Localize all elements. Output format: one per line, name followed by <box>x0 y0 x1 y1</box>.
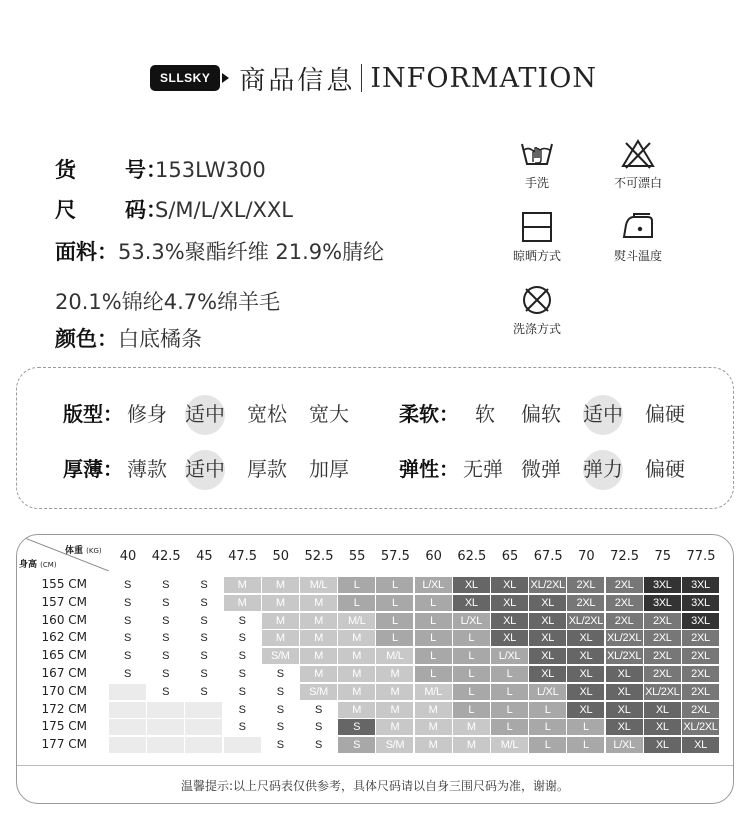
size-cell: XL/2XL <box>530 579 565 591</box>
size-cell: L <box>376 577 413 593</box>
size-cell: 2XL <box>644 630 681 646</box>
size-cell: XL <box>567 630 604 646</box>
size-cell: L/XL <box>453 613 490 629</box>
color-label: 颜色： <box>55 327 118 351</box>
size-cell: 3XL <box>682 595 719 611</box>
height-row-header: 172 CM <box>41 701 87 716</box>
size-cell <box>109 702 146 718</box>
cut-option-1: 修身 <box>127 402 167 426</box>
size-cell: L <box>415 595 452 611</box>
size-cell: S <box>109 595 146 611</box>
fit-row-thickness <box>63 453 349 482</box>
weight-col-header: 45 <box>196 549 213 564</box>
size-cell: S <box>300 737 337 753</box>
fit-row-cut <box>63 398 349 427</box>
fabric-label: 面料： <box>55 240 118 264</box>
size-cell: 2XL <box>606 595 643 611</box>
size-cell: XL <box>491 595 528 611</box>
size-cell: M/L <box>338 613 375 629</box>
size-cell: L <box>453 648 490 664</box>
size-cell: L <box>529 702 566 718</box>
size-cell: XL <box>644 719 681 735</box>
fabric-row <box>55 236 384 266</box>
size-cell: 2XL <box>682 666 719 682</box>
size-cell: XL <box>529 613 566 629</box>
softness-option-4: 偏硬 <box>645 402 685 426</box>
size-cell: XL <box>567 666 604 682</box>
care-dry-method <box>502 211 572 264</box>
size-cell: L <box>415 648 452 664</box>
size-cell: L <box>338 595 375 611</box>
weight-col-header: 60 <box>425 549 442 564</box>
size-cell: 3XL <box>644 577 681 593</box>
size-cell: S <box>147 684 184 700</box>
weight-col-header: 50 <box>272 549 290 564</box>
size-cell: XL <box>644 702 681 718</box>
size-cell: L <box>453 666 490 682</box>
size-cell: L <box>415 630 452 646</box>
size-value: S/M/L/XL/XXL <box>155 198 294 222</box>
size-cell: L <box>415 666 452 682</box>
size-cell: L <box>338 577 375 593</box>
size-cell: M <box>300 630 337 646</box>
size-cell: 2XL <box>567 577 604 593</box>
size-cell: S <box>185 595 222 611</box>
elasticity-option-2: 微弹 <box>521 457 561 481</box>
size-cell: M/L <box>376 648 413 664</box>
care-label-dry-method: 晾晒方式 <box>512 249 561 263</box>
size-cell: L/XL <box>529 684 566 700</box>
height-row-header: 162 CM <box>41 630 87 645</box>
size-cell: S <box>109 666 146 682</box>
height-row-header: 177 CM <box>41 737 87 752</box>
item-no-value: 153LW300 <box>155 158 266 182</box>
size-cell: 2XL <box>606 577 643 593</box>
item-number-row <box>55 154 266 184</box>
care-no-bleach <box>603 138 673 191</box>
elasticity-option-4: 偏硬 <box>645 457 685 481</box>
softness-option-1: 软 <box>475 402 495 426</box>
size-cell: 2XL <box>682 702 719 718</box>
size-cell <box>185 719 222 735</box>
size-cell: XL <box>606 719 643 735</box>
hand-wash-icon <box>519 138 555 170</box>
height-row-header: 157 CM <box>41 594 87 609</box>
size-cell: S <box>147 595 184 611</box>
size-cell: S <box>147 666 184 682</box>
size-cell: S <box>262 666 299 682</box>
thickness-option-1: 薄款 <box>127 457 167 481</box>
size-cell <box>185 737 222 753</box>
size-cell: M/L <box>491 737 528 753</box>
color-value: 白底橘条 <box>118 327 202 351</box>
size-cell: L/XL <box>491 648 528 664</box>
weight-col-header: 67.5 <box>533 549 563 564</box>
size-cell: L/XL <box>606 737 643 753</box>
size-cell: S <box>147 577 184 593</box>
size-cell: S <box>224 648 261 664</box>
size-cell: 3XL <box>682 577 719 593</box>
size-cell <box>147 719 184 735</box>
size-cell: XL <box>567 702 604 718</box>
size-cell: XL/2XL <box>606 632 642 645</box>
size-cell: S <box>300 702 337 718</box>
weight-header: 体重 (KG) <box>65 546 102 556</box>
size-cell: S/M <box>376 737 413 753</box>
size-cell: M <box>224 577 261 593</box>
size-cell: L <box>567 719 604 735</box>
size-cell: S <box>147 630 184 646</box>
size-cell: M <box>224 595 261 611</box>
fabric-value-line2: 20.1%锦纶4.7%绵羊毛 <box>55 290 281 314</box>
size-label-2: 码： <box>125 198 167 222</box>
size-cell: XL <box>567 648 604 664</box>
size-cell: S <box>224 684 261 700</box>
size-cell: M <box>338 648 375 664</box>
softness-label: 柔软： <box>399 402 459 426</box>
thickness-option-3: 厚款 <box>247 457 287 481</box>
size-cell: S <box>224 630 261 646</box>
size-cell: M <box>262 577 299 593</box>
no-dry-clean-icon <box>519 284 555 316</box>
size-cell: XL <box>529 630 566 646</box>
size-cell: M <box>338 666 375 682</box>
height-row-header: 160 CM <box>41 612 87 627</box>
size-cell: S <box>185 630 222 646</box>
size-cell: S <box>262 684 299 700</box>
size-cell: M <box>415 737 452 753</box>
fabric-value-line1: 53.3%聚酯纤维 21.9%腈纶 <box>118 240 385 264</box>
size-cell: XL <box>529 595 566 611</box>
size-cell: S/M <box>300 684 337 700</box>
weight-col-header: 77.5 <box>686 549 716 564</box>
size-cell: XL <box>567 684 604 700</box>
size-cell: 2XL <box>682 630 719 646</box>
size-cell: 2XL <box>567 595 604 611</box>
size-cell: S <box>147 613 184 629</box>
weight-col-header: 52.5 <box>304 549 334 564</box>
size-cell: M <box>453 737 490 753</box>
height-row-header: 167 CM <box>41 666 87 680</box>
size-cell: L <box>491 666 528 682</box>
size-cell: M <box>300 595 337 611</box>
elasticity-option-3: 弹力 <box>583 453 623 482</box>
size-cell: S <box>224 613 261 629</box>
size-cell: M <box>415 702 452 718</box>
size-cell: L/XL <box>415 577 452 593</box>
size-cell: XL <box>529 666 566 682</box>
size-cell: S <box>262 719 299 735</box>
fit-row-softness <box>399 398 685 427</box>
size-cell: L <box>567 737 604 753</box>
size-cell: M <box>262 595 299 611</box>
weight-col-header: 47.5 <box>228 549 258 564</box>
weight-col-header: 55 <box>348 549 366 564</box>
size-cell: 3XL <box>644 595 681 611</box>
chart-footer-divider <box>17 765 733 766</box>
iron-temp-icon <box>620 211 656 243</box>
size-cell <box>109 737 146 753</box>
size-cell: L <box>376 595 413 611</box>
size-cell: M <box>300 613 337 629</box>
size-cell: XL <box>491 577 528 593</box>
size-cell: XL <box>453 595 490 611</box>
size-cell: M <box>338 702 375 718</box>
size-cell: S <box>185 648 222 664</box>
size-cell: M <box>300 666 337 682</box>
brand-logo: SLLSKY <box>150 65 220 91</box>
height-row-header: 165 CM <box>41 648 87 663</box>
size-cell: L <box>491 702 528 718</box>
size-cell: S <box>147 648 184 664</box>
size-cell: S <box>224 666 261 682</box>
size-cell: 2XL <box>606 613 643 629</box>
size-cell: L <box>491 684 528 700</box>
size-cell: S <box>109 648 146 664</box>
weight-col-header: 42.5 <box>151 549 181 564</box>
size-cell: M <box>376 719 413 735</box>
height-header: 身高 (CM) <box>19 560 57 570</box>
size-cell: XL <box>453 577 490 593</box>
size-cell: M <box>376 702 413 718</box>
size-cell: XL <box>644 737 681 753</box>
size-cell: 2XL <box>644 666 681 682</box>
care-label-no-bleach: 不可漂白 <box>613 176 662 190</box>
care-label-wash-method: 洗涤方式 <box>512 322 561 336</box>
no-bleach-icon <box>620 138 656 170</box>
size-cell: M <box>415 719 452 735</box>
fit-row-elasticity <box>399 453 685 482</box>
size-cell: L <box>453 684 490 700</box>
thickness-option-4: 加厚 <box>309 457 349 481</box>
weight-col-header: 62.5 <box>457 549 487 564</box>
size-cell: L <box>453 630 490 646</box>
size-cell <box>109 719 146 735</box>
size-cell: XL <box>606 702 643 718</box>
header-title-cn: 商品信息 <box>239 65 356 96</box>
size-cell: 2XL <box>644 648 681 664</box>
size-cell: XL <box>491 630 528 646</box>
height-row-header: 175 CM <box>41 719 87 734</box>
height-row-header: 155 CM <box>41 577 87 591</box>
size-cell: XL <box>682 737 719 753</box>
size-cell: M/L <box>415 684 452 700</box>
color-row <box>55 323 202 353</box>
care-hand-wash <box>502 138 572 191</box>
size-cell: XL <box>529 648 566 664</box>
size-cell: M <box>262 630 299 646</box>
size-cell: M/L <box>300 577 337 593</box>
care-label-iron-temp: 熨斗温度 <box>613 249 662 263</box>
size-cell: S <box>185 666 222 682</box>
size-cell: S <box>185 577 222 593</box>
size-cell: 2XL <box>644 613 681 629</box>
weight-col-header: 65 <box>501 549 519 564</box>
size-cell: 2XL <box>682 684 719 700</box>
size-cell: L <box>529 737 566 753</box>
fabric-row-2 <box>55 286 280 316</box>
size-cell: S <box>224 719 261 735</box>
size-cell: L <box>453 702 490 718</box>
size-cell <box>147 702 184 718</box>
weight-col-header: 40 <box>119 549 137 564</box>
size-row <box>55 194 293 224</box>
size-cell: S <box>224 702 261 718</box>
thickness-option-2: 适中 <box>185 453 225 482</box>
header-title-en: INFORMATION <box>370 62 597 94</box>
size-cell: M <box>338 630 375 646</box>
size-chart <box>16 534 734 804</box>
size-cell <box>109 684 146 700</box>
elasticity-label: 弹性： <box>399 457 459 481</box>
care-wash-method <box>502 284 572 337</box>
size-cell: L <box>415 613 452 629</box>
size-cell: XL/2XL <box>645 685 680 698</box>
size-cell: XL <box>606 666 643 682</box>
size-cell: XL <box>606 684 643 700</box>
size-cell: S <box>262 737 299 753</box>
size-cell: S/M <box>262 648 299 664</box>
size-cell: S <box>185 613 222 629</box>
height-row-header: 170 CM <box>41 683 87 698</box>
size-cell <box>147 737 184 753</box>
care-label-hand-wash: 手洗 <box>524 176 549 190</box>
care-iron-temp <box>603 211 673 264</box>
size-cell: L <box>491 719 528 735</box>
fit-attributes-box <box>16 367 734 509</box>
size-cell: M <box>453 719 490 735</box>
softness-option-3: 适中 <box>583 398 623 427</box>
item-no-label-2: 号： <box>125 158 167 182</box>
size-cell: M <box>376 684 413 700</box>
size-cell: S <box>338 719 375 735</box>
size-cell: M <box>262 613 299 629</box>
size-cell: S <box>109 613 146 629</box>
size-cell <box>185 702 222 718</box>
header-divider <box>361 64 362 92</box>
size-cell: S <box>109 630 146 646</box>
size-cell: S <box>262 702 299 718</box>
cut-option-3: 宽松 <box>247 402 287 426</box>
dry-method-icon <box>519 211 555 243</box>
page-header <box>150 56 597 100</box>
size-cell: S <box>185 684 222 700</box>
size-cell: 3XL <box>682 613 719 629</box>
size-label-1: 尺 <box>55 198 76 222</box>
weight-col-header: 72.5 <box>610 549 640 564</box>
size-cell: M <box>338 684 375 700</box>
weight-col-header: 75 <box>654 549 672 564</box>
size-cell: XL <box>491 613 528 629</box>
size-cell: L <box>529 719 566 735</box>
size-cell: L <box>376 613 413 629</box>
size-cell: L <box>376 630 413 646</box>
elasticity-option-1: 无弹 <box>463 457 503 481</box>
size-cell: M <box>300 648 337 664</box>
weight-col-header: 57.5 <box>380 549 410 564</box>
size-cell: 2XL <box>682 648 719 664</box>
size-cell: M <box>376 666 413 682</box>
size-cell: XL/2XL <box>568 614 604 627</box>
size-cell: S <box>338 737 375 753</box>
logo-arrow-icon <box>222 73 229 83</box>
thickness-label: 厚薄： <box>63 457 123 481</box>
size-cell: S <box>300 719 337 735</box>
item-no-label-1: 货 <box>55 158 76 182</box>
cut-option-2: 适中 <box>185 398 225 427</box>
size-cell: XL/2XL <box>683 721 718 734</box>
size-chart-note: 温馨提示:以上尺码表仅供参考，具体尺码请以自身三围尺码为准，谢谢。 <box>180 779 570 793</box>
size-cell <box>224 737 261 753</box>
softness-option-2: 偏软 <box>521 402 561 426</box>
cut-option-4: 宽大 <box>309 402 349 426</box>
cut-label: 版型： <box>63 402 123 426</box>
weight-col-header: 70 <box>578 549 595 564</box>
size-cell: S <box>109 577 146 593</box>
size-cell: XL/2XL <box>606 650 642 663</box>
